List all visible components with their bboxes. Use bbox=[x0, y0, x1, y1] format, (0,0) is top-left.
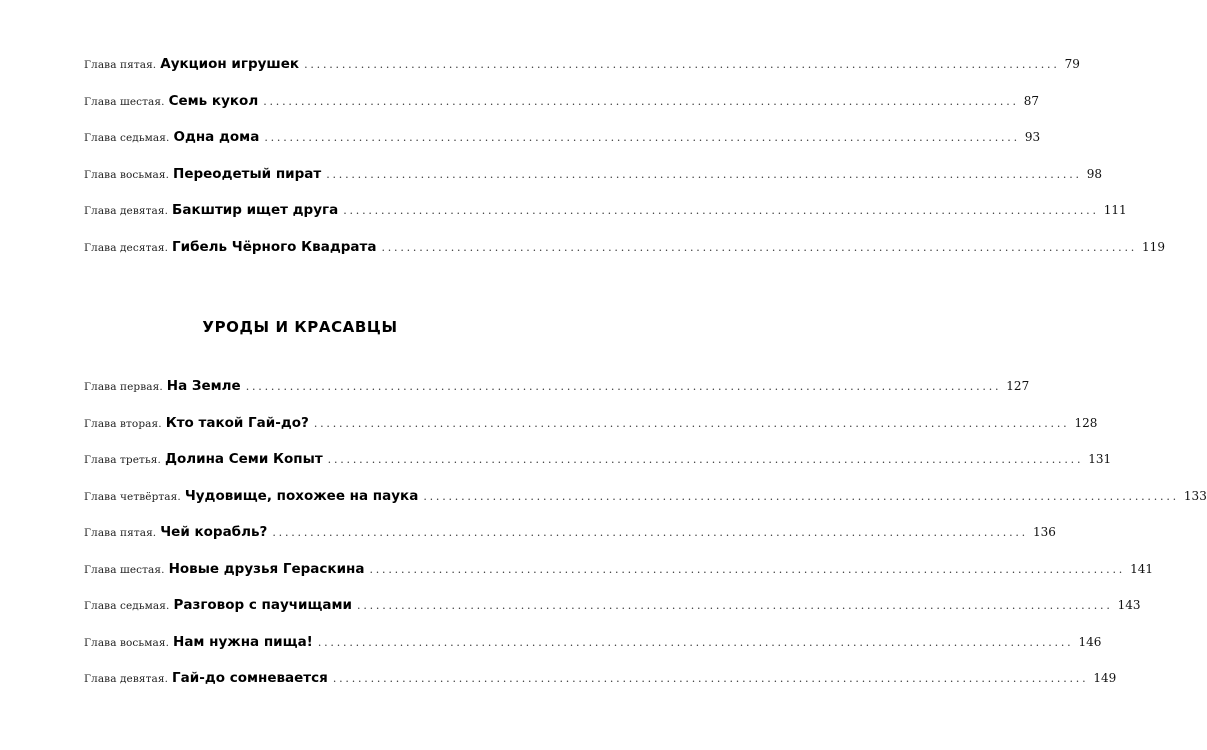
section-heading: УРОДЫ И КРАСАВЦЫ bbox=[202, 318, 398, 336]
chapter-number: Глава десятая. bbox=[84, 241, 169, 254]
toc-entry bbox=[84, 405, 1098, 442]
chapter-number: Глава пятая. bbox=[84, 59, 157, 71]
chapter-title: Долина Семи Копыт bbox=[164, 451, 323, 467]
page-number: 136 bbox=[1032, 525, 1056, 539]
page-number: 111 bbox=[1103, 203, 1127, 217]
chapter-title: Чудовище, похожее на паука bbox=[184, 487, 419, 504]
chapter-title: Нам нужна пища! bbox=[173, 633, 313, 650]
chapter-title: Семь кукол bbox=[168, 92, 259, 109]
page-number: 93 bbox=[1024, 130, 1041, 144]
chapter-title: Чей корабль? bbox=[160, 524, 268, 540]
chapter-title: Гай-до сомневается bbox=[172, 670, 328, 686]
toc-entry bbox=[84, 587, 1141, 624]
page-number: 127 bbox=[1006, 379, 1030, 393]
toc-entry bbox=[84, 441, 1112, 478]
chapter-title: На Земле bbox=[166, 378, 241, 394]
toc-entry bbox=[84, 46, 1080, 83]
toc-entry bbox=[84, 83, 1040, 120]
chapter-title: Одна дома bbox=[173, 129, 260, 145]
dot-leader: ........................................................................................................................ bbox=[313, 416, 1070, 430]
toc-entry bbox=[84, 514, 1056, 551]
page-number: 146 bbox=[1078, 634, 1102, 649]
dot-leader: ........................................................................................................................ bbox=[343, 204, 1099, 217]
toc-entry bbox=[84, 156, 1103, 193]
chapter-number: Глава четвёртая. bbox=[84, 490, 181, 503]
dot-leader: ........................................................................................................................ bbox=[264, 131, 1020, 144]
page-number: 87 bbox=[1023, 93, 1040, 108]
dot-leader: ........................................................................................................................ bbox=[272, 526, 1028, 539]
chapter-number: Глава шестая. bbox=[84, 563, 165, 576]
page-number: 119 bbox=[1142, 239, 1165, 254]
dot-leader: ........................................................................................................................ bbox=[327, 453, 1084, 466]
chapter-number: Глава седьмая. bbox=[84, 600, 170, 612]
page-number: 143 bbox=[1117, 598, 1141, 612]
dot-leader: ........................................................................................................................ bbox=[332, 672, 1089, 685]
dot-leader: ........................................................................................................................ bbox=[263, 94, 1019, 108]
page-number: 128 bbox=[1074, 415, 1098, 430]
toc-entry bbox=[84, 119, 1041, 156]
chapter-number: Глава седьмая. bbox=[84, 132, 170, 144]
page-number: 141 bbox=[1130, 561, 1153, 576]
dot-leader: ........................................................................................................................ bbox=[423, 489, 1179, 503]
toc-entry bbox=[84, 192, 1127, 229]
dot-leader: ........................................................................................................................ bbox=[317, 635, 1074, 649]
toc-entry bbox=[84, 478, 1207, 515]
toc-entry bbox=[84, 660, 1117, 697]
dot-leader: ........................................................................................................................ bbox=[304, 58, 1060, 71]
chapter-number: Глава девятая. bbox=[84, 673, 169, 685]
toc-entry bbox=[84, 624, 1102, 661]
page-number: 79 bbox=[1064, 57, 1080, 71]
page-number: 131 bbox=[1088, 452, 1112, 466]
toc-entry bbox=[84, 551, 1153, 588]
chapter-title: Гибель Чёрного Квадрата bbox=[172, 238, 377, 255]
chapter-number: Глава восьмая. bbox=[84, 636, 170, 649]
chapter-number: Глава восьмая. bbox=[84, 168, 170, 181]
chapter-title: Разговор с паучищами bbox=[173, 597, 353, 613]
dot-leader: ........................................................................................................................ bbox=[326, 167, 1082, 181]
dot-leader: ........................................................................................................................ bbox=[357, 599, 1113, 612]
chapter-number: Глава девятая. bbox=[84, 205, 169, 217]
chapter-title: Новые друзья Гераскина bbox=[168, 560, 365, 577]
chapter-number: Глава третья. bbox=[84, 454, 161, 466]
toc-list-part-a bbox=[0, 46, 1165, 265]
page-number: 133 bbox=[1183, 488, 1207, 503]
chapter-number: Глава пятая. bbox=[84, 527, 157, 539]
chapter-title: Переодетый пират bbox=[173, 165, 322, 182]
chapter-title: Аукцион игрушек bbox=[160, 56, 300, 72]
chapter-title: Бакштир ищет друга bbox=[172, 202, 339, 218]
chapter-title: Кто такой Гай-до? bbox=[165, 414, 309, 431]
chapter-number: Глава первая. bbox=[84, 381, 163, 393]
dot-leader: ........................................................................................................................ bbox=[381, 240, 1138, 254]
dot-leader: ........................................................................................................................ bbox=[245, 380, 1002, 393]
toc-entry bbox=[84, 368, 1030, 405]
toc-list-part-b bbox=[0, 368, 1207, 697]
page-number: 98 bbox=[1086, 166, 1103, 181]
toc-entry bbox=[84, 229, 1165, 266]
page-number: 149 bbox=[1093, 671, 1117, 685]
dot-leader: ........................................................................................................................ bbox=[369, 562, 1126, 576]
chapter-number: Глава вторая. bbox=[84, 417, 162, 430]
chapter-number: Глава шестая. bbox=[84, 95, 165, 108]
